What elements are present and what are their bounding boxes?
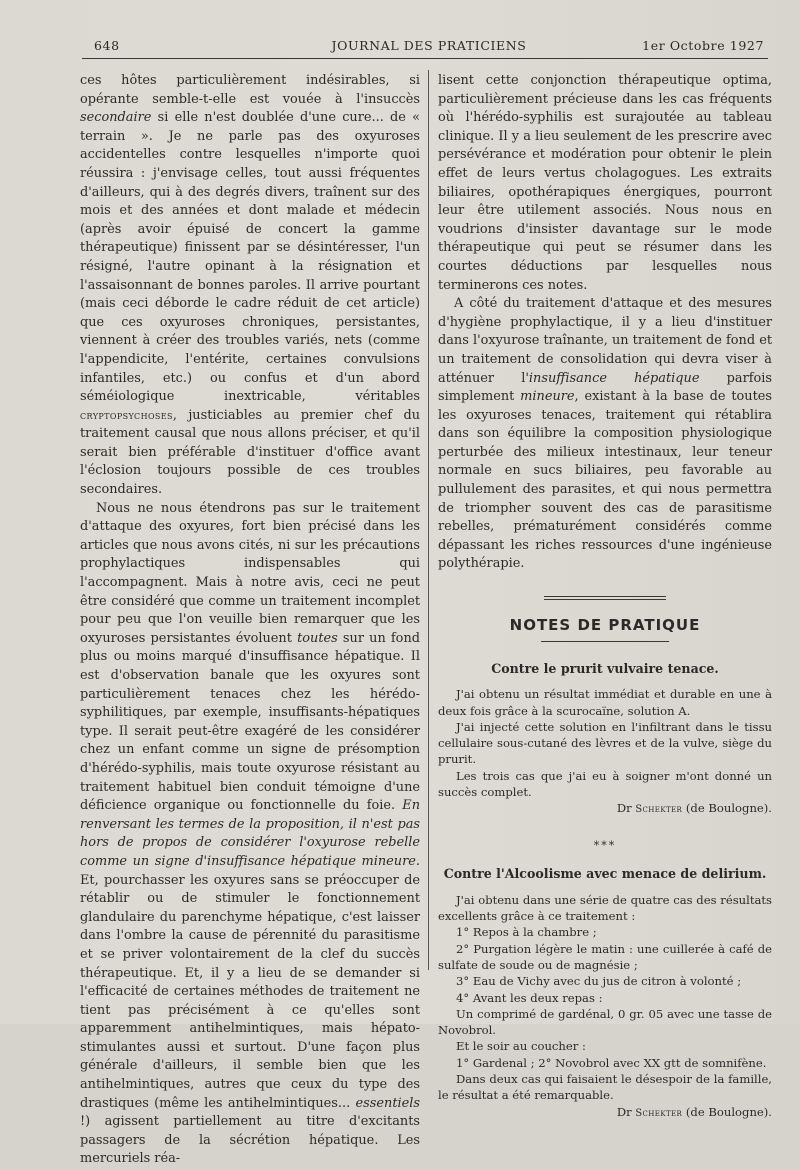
note2-title: Contre l'Alcoolisme avec menace de delirium.: [443, 866, 767, 882]
note2-evening: Et le soir au coucher :: [456, 1039, 586, 1054]
asterism: ***: [593, 838, 617, 852]
issue-date: 1er Octobre 1927: [642, 38, 764, 53]
right-paragraph-2: [438, 295, 772, 574]
right-column: [438, 72, 772, 1122]
italic-run: essentiels: [355, 1095, 420, 1111]
note1-p2: J'ai injecté cette solution en l'infiltrant dans le tissu cellulaire sous-cutané des lèvres et de la vulve, siège du prurit.: [438, 719, 772, 767]
note2-intro: J'ai obtenu dans une série de quatre cas des résultats excellents grâce à ce traitement :: [438, 892, 772, 924]
note2-body: [438, 892, 772, 1122]
text-run: si elle n'est doublée d'une cure... de « terrain ». Je ne parle pas des oxyuroses accidentelles contre lesquelles n'importe quoi réussira : j'envisage celles, tout aussi fréquentes d'ailleurs, qui à des degrés divers, traînent sur des mois et des années et dont malade et médecin (après avoir épuisé de concert la gamme thérapeutique) finissent par se désintéresser, l'un résigné, l'autre opinant à la résignation et l'assaisonnant de bonnes paroles. Il arrive pourtant (mais ceci déborde le cadre réduit de cet article) que ces oxyuroses chroniques, persistantes, viennent à créer des troubles variés, nets (comme l'appendicite, l'entérite, certaines convulsions infantiles, etc.) ou confus et d'un abord séméiologique inextricable, véritables: [80, 110, 420, 405]
journal-title: JOURNAL DES PRATICIENS: [331, 38, 527, 53]
note1-p1: J'ai obtenu un résultat immédiat et durable en une à deux fois grâce à la scurocaïne, solution A.: [438, 687, 772, 718]
left-paragraph-1: [80, 72, 420, 500]
page-header: [90, 38, 768, 58]
note2-item-3: 3° Eau de Vichy avec du jus de citron à volonté ;: [456, 974, 742, 989]
text-run: !) agissent partiellement au titre d'excitants passagers de la sécrétion hépatique. Les mercuriels réa-: [80, 1114, 420, 1167]
text-run: , existant à la base de toutes les oxyuroses tenaces, traitement qui rétablira dans son équilibre la composition physiologique perturbée des milieux intestinaux, leur teneur normale en sucs biliaires, peu favorable au pullulement des parasites, et qui nous permettra de triompher souvent des cas de parasitisme rebelles, prématurément considérés comme dépassant les riches ressources d'une ingénieuse polythérapie.: [438, 389, 773, 572]
text-run: parfois simplement: [438, 370, 772, 405]
text-run: Nous ne nous étendrons pas sur le traitement d'attaque des oxyures, fort bien précisé dans les articles que nous avons cités, ni sur les précautions prophylactiques indispensables qui l'accompagnent. Mais à notre avis, ceci ne peut être considéré que comme un traitement incomplet pour peu que l'on veuille bien remarquer que les oxyuroses persistantes évoluent: [80, 500, 420, 646]
note2-signature: [438, 1104, 772, 1122]
note2-item-2: 2° Purgation légère le matin : une cuillerée à café de sulfate de soude ou de magnésie ;: [438, 941, 772, 972]
header-rule: [82, 58, 768, 59]
page-number: 648: [94, 38, 120, 53]
column-divider: [428, 70, 429, 970]
signature-prefix: Dr: [616, 801, 632, 816]
italic-run: En renversant les termes de la proposition, il n'est pas hors de propos de considérer l'oxyurose rebelle comme un signe d'insuffisance hépatique mineure.: [80, 798, 420, 869]
text-run: sur un fond plus ou moins marqué d'insuffisance hépatique. Il est d'observation banale que les oxyures sont particulièrement tenaces chez les hérédo-syphilitiques, par exemple, insuffisants-hépatiques type. Il serait peut-être exagéré de les considérer chez un enfant comme un signe de présomption d'hérédo-syphilis, mais toute oxyurose résistant au traitement habituel bien conduit témoigne d'une déficience organique ou fonctionnelle du foie.: [80, 630, 420, 814]
signature-prefix: Dr: [616, 1104, 632, 1119]
right-paragraph-1: lisent cette conjonction thérapeutique optima, particulièrement précieuse dans les cas fréquents où l'hérédo-syphilis est surajoutée au tableau clinique. Il y a lieu seulement de les prescrire avec persévérance et modération pour obtenir le plein effet de leurs vertus cholagogues. Les extraits biliaires, opothérapiques énergiques, pourront leur être utilement associés. Nous nous en voudrions d'insister davantage sur le mode thérapeutique qui peut se résumer dans les courtes déductions par lesquelles nous terminerons ces notes.: [438, 73, 772, 293]
note1-signature: [438, 800, 772, 818]
notes-title-rule: [541, 641, 669, 642]
left-paragraph-2: [80, 500, 420, 1169]
text-run: , justiciables au premier chef du traitement causal que nous allons préciser, et qu'il serait bien préférable d'instituer d'office avant l'éclosion toujours possible de ces troubles secondaires.: [80, 407, 420, 498]
note1-p3: Les trois cas que j'ai eu à soigner m'ont donné un succès complet.: [438, 768, 772, 799]
note2-item-4b: Un comprimé de gardénal, 0 gr. 05 avec une tasse de Novobrol.: [438, 1006, 772, 1038]
text-run: A côté du traitement d'attaque et des mesures d'hygiène prophylactique, il y a lieu d'instituer dans l'oxyurose traînante, un traitement de fond et un traitement de consolidation qui devra viser à atténuer l': [438, 296, 773, 386]
signature-place: (de Boulogne).: [685, 801, 772, 816]
section-divider: [544, 596, 666, 600]
italic-run: secondaire: [80, 110, 152, 126]
note2-item-4: 4° Avant les deux repas :: [456, 990, 603, 1005]
note1-body: [438, 686, 772, 818]
note2-evening-items: 1° Gardenal ; 2° Novobrol avec XX gtt de somnifène.: [456, 1055, 767, 1070]
text-run: ces hôtes particulièrement indésirables, si opérante semble-t-elle est vouée à l'insuccès: [80, 73, 420, 107]
signature-name: Schekter: [635, 804, 683, 816]
signature-name: Schekter: [635, 1107, 683, 1119]
note2-result: Dans deux cas qui faisaient le désespoir de la famille, le résultat a été remarquable.: [438, 1072, 772, 1103]
italic-run: toutes: [297, 630, 338, 646]
signature-place: (de Boulogne).: [685, 1104, 772, 1119]
smallcaps-run: cryptopsychoses: [80, 408, 173, 422]
note2-item-1: 1° Repos à la chambre ;: [456, 925, 597, 940]
note1-title: Contre le prurit vulvaire tenace.: [491, 660, 719, 676]
italic-run: insuffisance hépatique: [528, 370, 700, 386]
italic-run: mineure: [520, 389, 575, 405]
notes-section-title: NOTES DE PRATIQUE: [509, 616, 701, 635]
left-column: [80, 72, 420, 1169]
text-run: Et, pourchasser les oxyures sans se préoccuper de rétablir ou de stimuler le fonctionnement glandulaire du parenchyme hépatique, c'est laisser dans l'ombre la cause de pérennité du parasitisme et se priver volontairement de la clef du succès thérapeutique. Et, il y a lieu de se demander si l'efficacité de certaines méthodes de traitement ne tient pas précisément à ce qu'elles sont apparemment antihelmintiques, mais hépato-stimulantes aussi et surtout. D'une façon plus générale d'ailleurs, il semble bien que les antihelmintiques, autres que ceux du type des drastiques (même les antihelmintiques...: [80, 872, 420, 1111]
